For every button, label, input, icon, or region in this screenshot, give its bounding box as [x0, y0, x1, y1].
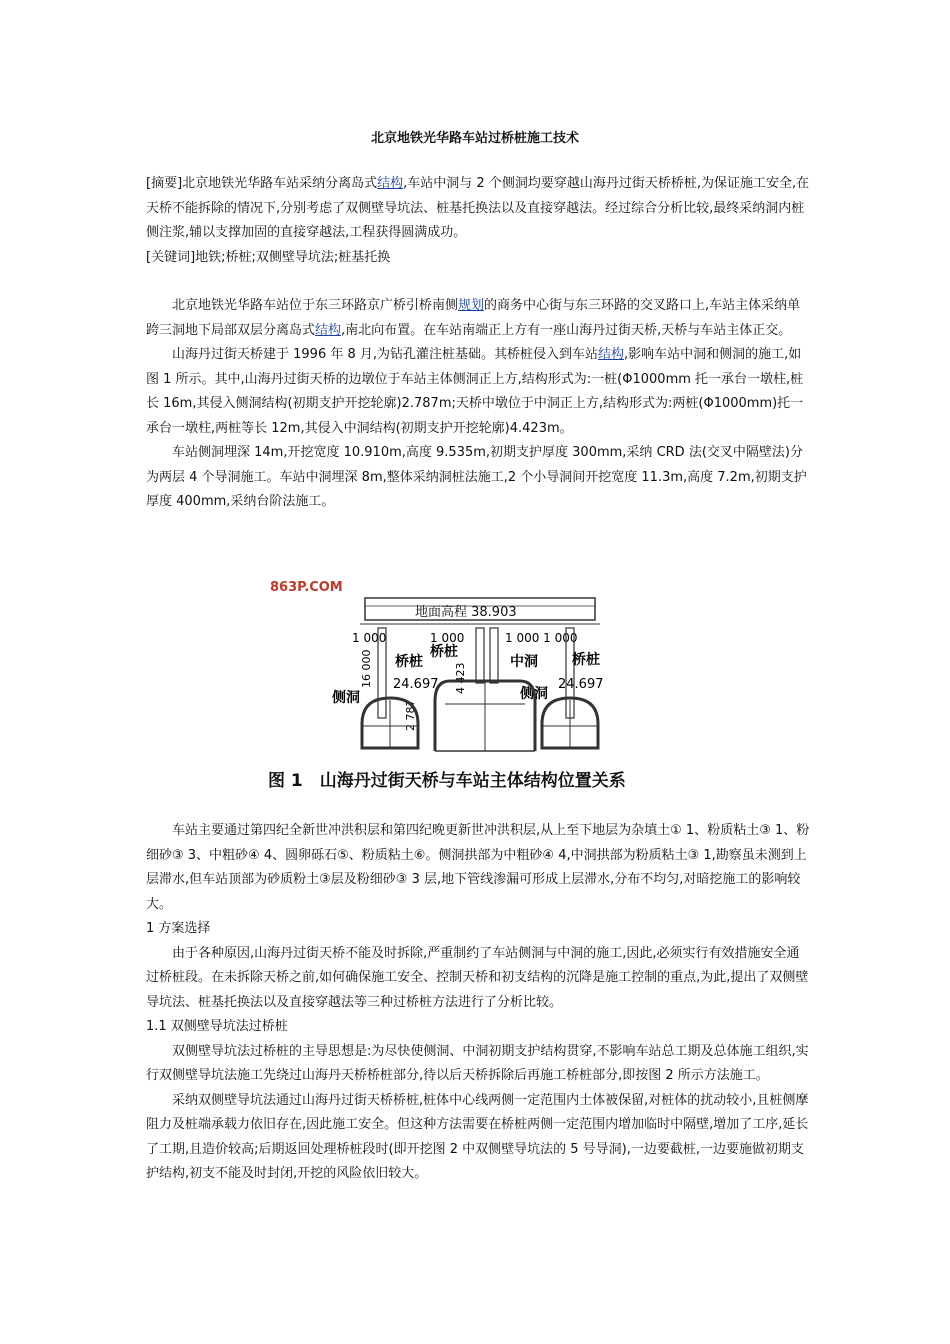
watermark: 863P.COM [270, 580, 343, 595]
vert-dim: 2 787 [404, 699, 417, 731]
vert-dim: 16 000 [360, 649, 373, 688]
cave-label: 侧洞 [520, 686, 548, 702]
pile-center-right [490, 628, 498, 683]
paragraph-2: 山海丹过街天桥建于 1996 年 8 月,为钻孔灌注桩基础。其桥桩侵入到车站结构,影响车站中洞和侧洞的施工,如图 1 所示。其中,山海丹过街天桥的边墩位于车站主体侧洞正上方,结构形式为:一桩(Φ1000mm 托一承台一墩柱,桩长 16m,其侵入侧洞结构(初期支护开挖轮廓)2.787m;天桥中墩位于中洞正上方,结构形式为:两桩(Φ1000mm)托一承台一墩柱,两桩等长 12m,其侵入中洞结构(初期支护开挖轮廓)4.423m。 [146, 347, 804, 436]
text-block-lower [146, 819, 810, 1187]
pile-label: 桥桩 [430, 644, 458, 660]
keywords: [关键词]地铁;桥桩;双侧壁导坑法;桩基托换 [146, 249, 391, 265]
vert-dim: 4 423 [454, 662, 467, 694]
dim-label: 1 000 [352, 631, 387, 645]
link-planning[interactable]: 规划 [458, 298, 485, 313]
paragraph-5: 由于各种原因,山海丹过街天桥不能及时拆除,严重制约了车站侧洞与中洞的施工,因此,必须实行有效措施安全通过桥桩段。在未拆除天桥之前,如何确保施工安全、控制天桥和初支结构的沉降是施工控制的重点,为此,提出了双侧壁导坑法、桩基托换法以及直接穿越法等三种过桥桩方法进行了分析比较。 [146, 945, 809, 1010]
dim-label: 1 000 1 000 [505, 631, 578, 645]
elevation-left: 24.697 [393, 677, 439, 692]
text-block-upper [146, 172, 810, 515]
paragraph-6: 双侧壁导坑法过桥桩的主导思想是:为尽快使侧洞、中洞初期支护结构贯穿,不影响车站总工期及总体施工组织,实行双侧壁导坑法施工先绕过山海丹天桥桥桩部分,待以后天桥拆除后再施工桥桩部分,即按图 2 所示方法施工。 [146, 1043, 809, 1083]
pile-label: 桥桩 [395, 654, 423, 670]
paragraph-7: 采纳双侧壁导坑法通过山海丹过街天桥桥桩,桩体中心线两侧一定范围内土体被保留,对桩体的扰动较小,且桩侧摩阻力及桩端承载力依旧存在,因此施工安全。但这种方法需要在桥桩两侧一定范围内增加临时中隔壁,增加了工序,延长了工期,且造价较高;后期返回处理桥桩段时(即开挖图 2 中双侧壁导坑法的 5 号导洞),一边要截桩,一边要施做初期支护结构,初支不能及时封闭,开挖的风险依旧较大。 [146, 1092, 809, 1181]
dim-label: 1 000 [430, 631, 465, 645]
link-structure[interactable]: 结构 [315, 322, 342, 338]
figure-1 [250, 576, 700, 806]
cave-label: 中洞 [510, 654, 538, 670]
link-structure[interactable]: 结构 [598, 347, 625, 362]
paragraph-3: 车站侧洞埋深 14m,开挖宽度 10.910m,高度 9.535m,初期支护厚度 300mm,采纳 CRD 法(交叉中隔壁法)分为两层 4 个导洞施工。车站中洞埋深 8m,整体采纳洞桩法施工,2 个小导洞间开挖宽度 11.3m,高度 7.2m,初期支护厚度 400mm,采纳台阶法施工。 [146, 445, 807, 509]
ground-elevation-label: 地面高程 38.903 [415, 605, 517, 620]
paragraph-1: 北京地铁光华路车站位于东三环路京广桥引桥南侧规划的商务中心街与东三环路的交叉路口上,车站主体采纳单跨三洞地下局部双层分离岛式结构,南北向布置。在车站南端正上方有一座山海丹过街天桥,天桥与车站主体正交。 [146, 298, 801, 338]
cave-label: 侧洞 [332, 690, 360, 706]
figure-caption: 图 1 山海丹过街天桥与车站主体结构位置关系 [268, 771, 626, 791]
paragraph-4: 车站主要通过第四纪全新世冲洪积层和第四纪晚更新世冲洪积层,从上至下地层为杂填土① 1、粉质粘土③ 1、粉细砂③ 3、中粗砂④ 4、圆卵砾石⑤、粉质粘土⑥。侧洞拱部为中粗砂④ 4,中洞拱部为粉质粘土③ 1,勘察虽未测到上层滞水,但车站顶部为砂质粉土③层及粉细砂③ 3 层,地下管线渗漏可形成上层滞水,分布不均匀,对暗挖施工的影响较大。 [146, 823, 810, 912]
link-structure[interactable]: 结构 [377, 176, 404, 191]
pile-center-left [476, 628, 484, 683]
abstract: [摘要]北京地铁光华路车站采纳分离岛式结构,车站中洞与 2 个侧洞均要穿越山海丹过街天桥桥桩,为保证施工安全,在天桥不能拆除的情况下,分别考虑了双侧壁导坑法、桩基托换法以及直接穿越法。经过综合分析比较,最终采纳洞内桩侧注浆,辅以支撑加固的直接穿越法,工程获得圆满成功。 [146, 176, 810, 240]
heading-1: 1 方案选择 [146, 921, 211, 936]
pile-label: 桥桩 [572, 652, 600, 668]
document-title: 北京地铁光华路车站过桥桩施工技术 [370, 131, 579, 146]
elevation-right: 24.697 [558, 677, 604, 692]
structure-diagram [250, 576, 700, 806]
heading-1-1: 1.1 双侧壁导坑法过桥桩 [146, 1019, 288, 1034]
